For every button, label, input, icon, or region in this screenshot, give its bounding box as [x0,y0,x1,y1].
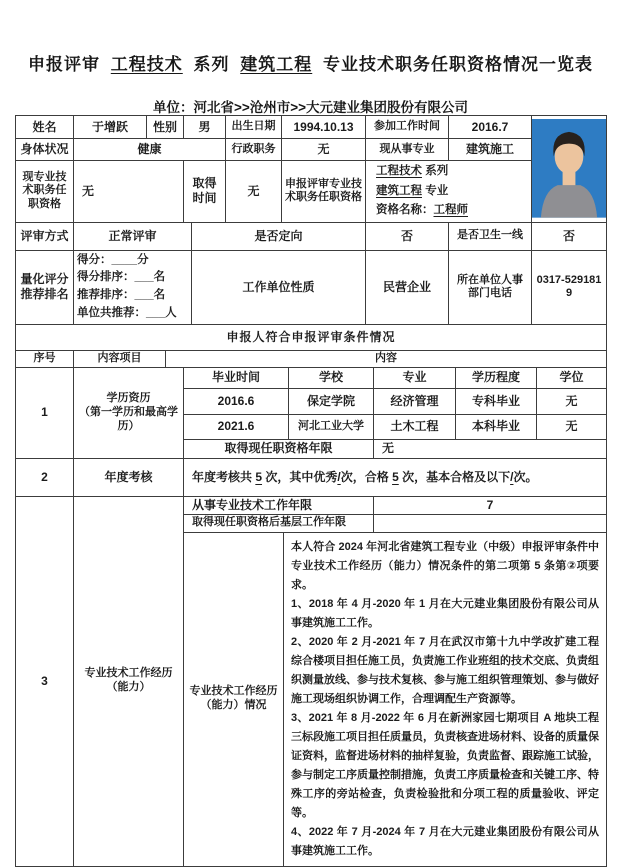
table-row [16,116,607,139]
experience-item-label [74,496,184,866]
frontline-value: 否 [532,222,607,250]
birth-value: 1994.10.13 [282,116,366,139]
annual-part: 次，基本合格及以下 [398,469,511,484]
table-row [16,250,607,324]
annual-assessment-table [15,458,607,497]
col-content-header: 内容 [166,350,607,367]
table-row [16,161,607,223]
page-title [0,0,621,75]
admin-value: 无 [282,139,366,161]
name-value: 于增跃 [74,116,147,139]
review-method-label: 评审方式 [16,222,74,250]
title-series-underlined: 工程技术 [110,55,183,74]
conditions-header-table [15,324,607,368]
score-line: 得分：____分 [77,253,149,266]
title-mid: 系列 [193,55,230,74]
current-title-label: 现专业技术职务任职资格 [16,161,74,223]
qual-name-label: 资格名称： [376,204,434,217]
education-item-label [74,367,184,458]
experience-table [15,496,607,867]
work-start-label: 参加工作时间 [366,116,449,139]
score-rank-blanks [74,250,192,324]
table-row [16,496,607,514]
name-label: 姓名 [16,116,74,139]
score-order-line: 得分排序：___名 [77,271,166,284]
work-start-value: 2016.7 [449,116,532,139]
table-row [16,324,607,350]
tech-work-years-label: 从事专业技术工作年限 [184,496,374,514]
gender-value: 男 [184,116,226,139]
recommend-order-line: 推荐排序：___名 [77,289,166,302]
title-prefix: 申报评审 [28,55,101,74]
qual-name-value: 工程师 [433,204,468,217]
conditions-section-title: 申报人符合申报评审条件情况 [16,324,607,350]
tech-work-years-value: 7 [374,496,607,514]
apply-series: 工程技术 [376,165,422,177]
profession-label: 现从事专业 [366,139,449,161]
edu-record-school: 保定学院 [289,388,374,414]
gender-label: 性别 [147,116,184,139]
directional-value: 否 [366,222,449,250]
col-no-header: 序号 [16,350,74,367]
experience-paragraph: 本人符合 2024 年河北省建筑工程专业（中级）申报评审条件中专业技术工作经历（能力）情况条件的第二项第 5 条第②项要求。 [291,540,600,591]
health-label: 身体状况 [16,139,74,161]
annual-count-basic: / [510,469,514,484]
education-row-no: 1 [16,367,74,458]
apply-title-label: 申报评审专业技术职务任职资格 [282,161,366,223]
experience-detail-label: 专业技术工作经历（能力）情况 [184,532,284,866]
obtain-time-label: 取得时间 [184,161,226,223]
unit-line [0,96,621,116]
birth-label: 出生日期 [226,116,282,139]
frontline-label: 是否卫生一线 [449,222,532,250]
edu-record-school: 河北工业大学 [289,414,374,439]
title-major-underlined: 建筑工程 [240,55,313,74]
edu-record-degree-level: 本科毕业 [456,414,537,439]
annual-part: 年度考核共 [192,469,256,484]
profession-value: 建筑施工 [449,139,532,161]
annual-part: 次，合格 [340,469,393,484]
apply-major: 建筑工程 [376,184,422,197]
unit-prefix: 单位：河北省>>沧州市>> [152,100,307,115]
qual-years-label: 取得现任职资格年限 [184,439,374,458]
edu-record-time: 2021.6 [184,414,289,439]
review-method-value: 正常评审 [74,222,192,250]
experience-detail-text [284,532,607,866]
main-table-wrap [15,116,608,867]
table-row [16,350,607,367]
experience-item-line1: 专业技术工作经历 [84,667,173,680]
experience-paragraph: 2、2020 年 2 月-2021 年 7 月在武汉市第十九中学改扩建工程综合楼项目担任施工员，负责施工作业班组的技术交底、负责组织测量放线、参与技术复核、参与施工组织管理策划、参与做好施工现场组织协调工作，合理调配生产资源等。 [291,635,600,705]
experience-paragraph: 1、2018 年 4 月-2020 年 1 月在大元建业集团股份有限公司从事建筑施工工作。 [291,597,600,629]
education-item-line2: （第一学历和最高学历） [79,405,178,432]
annual-part: 次，其中优秀 [262,469,338,484]
id-photo-graphic [532,119,606,218]
review-table [15,222,607,325]
hr-phone-value: 0317-5291819 [532,250,607,324]
edu-record-time: 2016.6 [184,388,289,414]
directional-label: 是否定向 [192,222,366,250]
edu-record-degree: 无 [537,388,607,414]
health-value: 健康 [74,139,226,161]
id-photo [532,116,607,223]
annual-part: 次。 [513,469,538,484]
apply-title-detail [366,161,532,223]
grassroots-years-value [374,514,607,532]
hr-phone-label: 所在单位人事部门电话 [449,250,532,324]
annual-row-no: 2 [16,458,74,496]
qual-years-value: 无 [374,439,607,458]
experience-paragraph: 3、2021 年 8 月-2022 年 6 月在新洲家园七期项目 A 地块工程三标段施工项目担任质量员，负责核查进场材料、设备的质量保证资料，监督进场材料的抽样复验，负责监督、跟踪施工试验，参与制定工序质量控制措施，负责工序质量检查和关键工序、特殊工序的旁站检查，负责检验批和分项工程的质量验收、评定等。 [291,711,600,819]
edu-header-school: 学校 [289,367,374,388]
table-row [16,367,607,388]
current-title-value: 无 [74,161,184,223]
edu-header-degree: 学位 [537,367,607,388]
basic-info-table [15,115,607,223]
annual-count-excellent: / [337,469,341,484]
annual-count-pass: 5 [392,469,399,484]
edu-record-major: 土木工程 [374,414,456,439]
table-row [16,139,607,161]
edu-record-major: 经济管理 [374,388,456,414]
edu-record-degree-level: 专科毕业 [456,388,537,414]
experience-paragraph: 4、2022 年 7 月-2024 年 7 月在大元建业集团股份有限公司从事建筑施工工作。 [291,825,600,857]
obtain-time-value: 无 [226,161,282,223]
unit-type-label: 工作单位性质 [192,250,366,324]
unit-recommend-line: 单位共推荐：___人 [77,307,177,320]
table-row [16,458,607,496]
score-rank-label: 量化评分推荐排名 [16,250,74,324]
annual-item-label: 年度考核 [74,458,184,496]
apply-series-suffix: 系列 [425,165,449,177]
col-item-header: 内容项目 [74,350,166,367]
annual-count-total: 5 [255,469,263,484]
edu-header-major: 专业 [374,367,456,388]
grassroots-years-label: 取得现任职资格后基层工作年限 [184,514,374,532]
education-item-line1: 学历资历 [106,392,151,405]
edu-header-degree-level: 学历程度 [456,367,537,388]
experience-item-line2: （能力） [106,681,151,694]
experience-row-no: 3 [16,496,74,866]
admin-label: 行政职务 [226,139,282,161]
title-suffix: 专业技术职务任职资格情况一览表 [322,55,593,74]
annual-detail-text [184,458,607,496]
edu-header-time: 毕业时间 [184,367,289,388]
apply-major-suffix: 专业 [425,184,449,197]
unit-company-underlined: 大元建业集团股份有限公司 [306,100,469,115]
edu-record-degree: 无 [537,414,607,439]
education-table [15,367,607,459]
table-row [16,222,607,250]
unit-type-value: 民营企业 [366,250,449,324]
